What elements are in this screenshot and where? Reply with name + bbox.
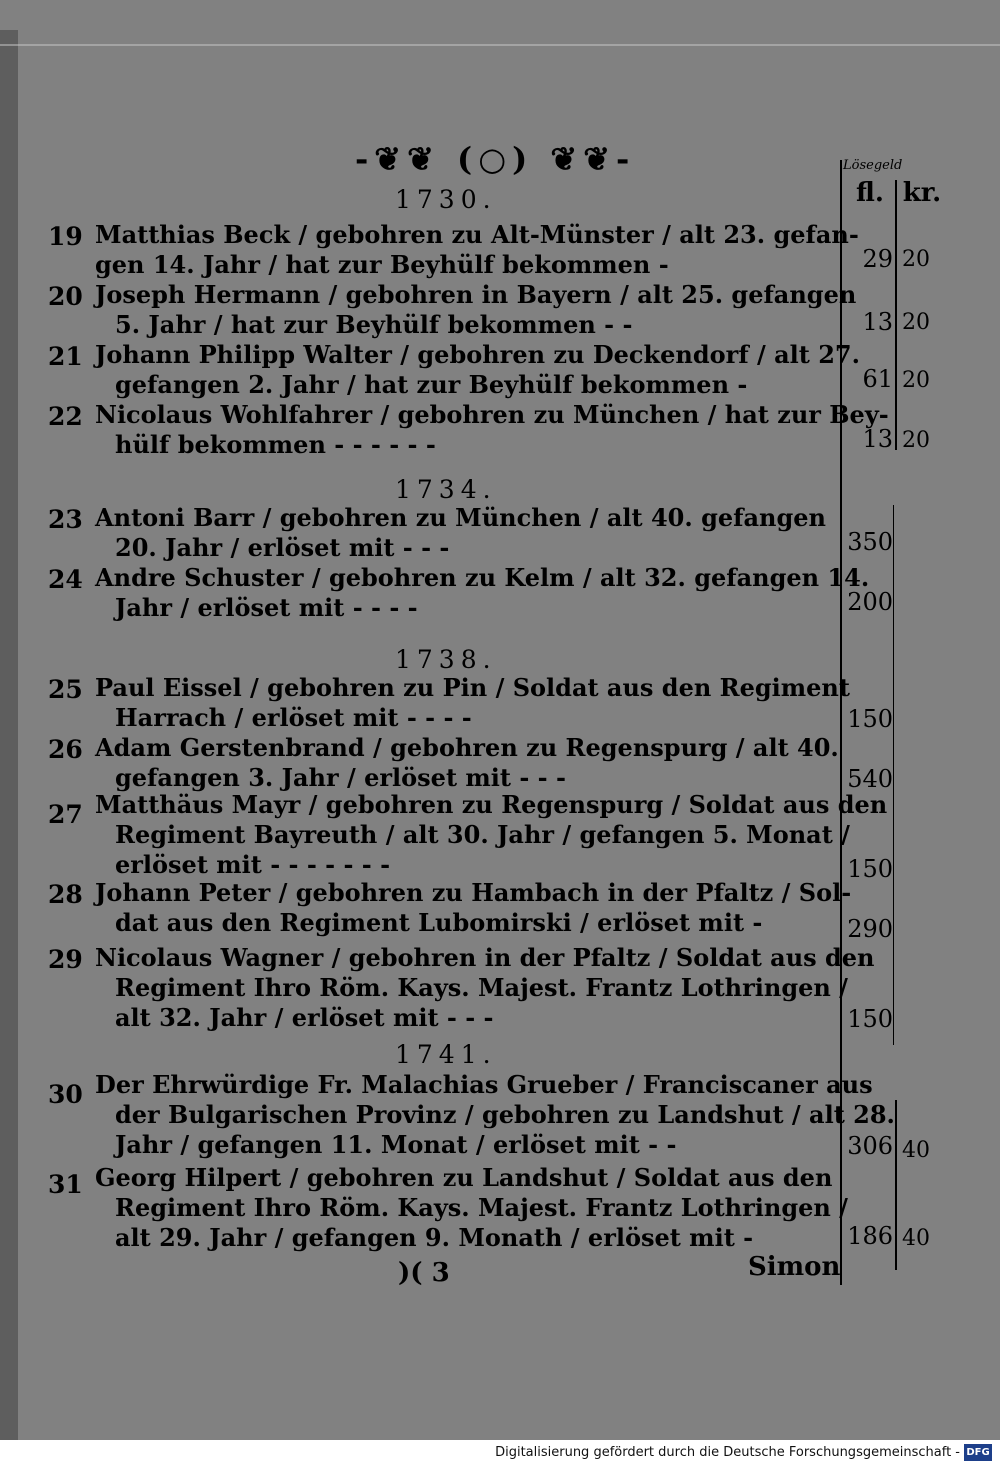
amount-kr: 20 (902, 310, 930, 335)
entry-text-line: Regiment Bayreuth / alt 30. Jahr / gefangen 5. Monat / (115, 820, 850, 849)
entry-text-line: Jahr / erlöset mit - - - - (115, 593, 418, 622)
entry-number: 20 (48, 282, 83, 311)
catchword: Simon (748, 1252, 841, 1282)
entry-text-line: Nicolaus Wohlfahrer / gebohren zu München / hat zur Bey- (95, 400, 889, 429)
amount-fl: 150 (847, 1005, 893, 1033)
column-group-heading: Lösegeld (843, 158, 903, 173)
entry-text-line: alt 29. Jahr / gefangen 9. Monath / erlöset mit - (115, 1223, 754, 1252)
amount-fl: 186 (847, 1222, 893, 1250)
entry-text-line: Matthäus Mayr / gebohren zu Regenspurg / Soldat aus den (95, 790, 888, 819)
amount-fl: 13 (862, 308, 893, 336)
entry-number: 24 (48, 565, 83, 594)
entry-text-line: Johann Peter / gebohren zu Hambach in der Pfaltz / Sol- (95, 878, 852, 907)
entry-number: 29 (48, 945, 83, 974)
amount-fl: 29 (862, 245, 893, 273)
column-rule-fl-right (893, 505, 894, 1045)
entry-text-line: Der Ehrwürdige Fr. Malachias Grueber / Franciscaner aus (95, 1070, 873, 1099)
column-heading-fl: fl. (856, 178, 884, 208)
amount-kr: 20 (902, 247, 930, 272)
entry-number: 21 (48, 342, 83, 371)
entry-number: 31 (48, 1170, 83, 1199)
scan-edge (0, 30, 18, 1440)
entry-text-line: Johann Philipp Walter / gebohren zu Deckendorf / alt 27. (95, 340, 860, 369)
amount-fl: 61 (862, 365, 893, 393)
ornament-left-icon: -❦❦ (355, 140, 440, 178)
scan-top-line (0, 44, 1000, 46)
amount-kr: 40 (902, 1226, 930, 1251)
amount-kr: 20 (902, 428, 930, 453)
ornament-right-icon: ❦❦- (550, 140, 636, 178)
entry-text-line: 5. Jahr / hat zur Beyhülf bekommen - - (115, 310, 633, 339)
year-heading: 1738. (395, 645, 497, 674)
amount-fl: 200 (847, 588, 893, 616)
entry-text-line: hülf bekommen - - - - - - (115, 430, 436, 459)
entry-number: 23 (48, 505, 83, 534)
entry-text-line: der Bulgarischen Provinz / gebohren zu Landshut / alt 28. (115, 1100, 895, 1129)
column-rule-mid-1 (895, 180, 897, 450)
year-heading: 1741. (395, 1040, 497, 1069)
entry-text-line: gefangen 3. Jahr / erlöset mit - - - (115, 763, 566, 792)
entry-text-line: Harrach / erlöset mit - - - - (115, 703, 472, 732)
entry-number: 19 (48, 222, 83, 251)
dfg-logo-icon[interactable]: DFG (964, 1444, 992, 1461)
entry-text-line: Paul Eissel / gebohren zu Pin / Soldat aus den Regiment (95, 673, 850, 702)
entry-text-line: Regiment Ihro Röm. Kays. Majest. Frantz Lothringen / (115, 973, 848, 1002)
entry-text-line: Nicolaus Wagner / gebohren in der Pfaltz / Soldat aus den (95, 943, 875, 972)
page-number-marker: (○) (457, 140, 534, 178)
page-header (355, 140, 636, 180)
entry-text-line: erlöset mit - - - - - - - (115, 850, 391, 879)
column-rule-mid-2 (895, 1100, 897, 1270)
entry-number: 27 (48, 800, 83, 829)
entry-text-line: Adam Gerstenbrand / gebohren zu Regenspurg / alt 40. (95, 733, 839, 762)
entry-text-line: gen 14. Jahr / hat zur Beyhülf bekommen - (95, 250, 669, 279)
entry-text-line: gefangen 2. Jahr / hat zur Beyhülf bekommen - (115, 370, 748, 399)
entry-number: 25 (48, 675, 83, 704)
entry-number: 22 (48, 402, 83, 431)
column-heading-kr: kr. (902, 178, 942, 208)
entry-text-line: alt 32. Jahr / erlöset mit - - - (115, 1003, 494, 1032)
amount-fl: 150 (847, 855, 893, 883)
footer-bar (0, 1440, 1000, 1466)
entry-text-line: Jahr / gefangen 11. Monat / erlöset mit - - (115, 1130, 677, 1159)
entry-text-line: Antoni Barr / gebohren zu München / alt 40. gefangen (95, 503, 826, 532)
amount-kr: 20 (902, 368, 930, 393)
amount-kr: 40 (902, 1138, 930, 1163)
amount-fl: 13 (862, 425, 893, 453)
amount-fl: 290 (847, 915, 893, 943)
amount-fl: 150 (847, 705, 893, 733)
year-heading: 1734. (395, 475, 497, 504)
entry-number: 30 (48, 1080, 83, 1109)
entry-text-line: Regiment Ihro Röm. Kays. Majest. Frantz Lothringen / (115, 1193, 848, 1222)
entry-text-line: Matthias Beck / gebohren zu Alt-Münster / alt 23. gefan- (95, 220, 859, 249)
entry-number: 28 (48, 880, 83, 909)
entry-number: 26 (48, 735, 83, 764)
entry-text-line: 20. Jahr / erlöset mit - - - (115, 533, 450, 562)
amount-fl: 350 (847, 528, 893, 556)
signature-mark: )( 3 (398, 1258, 450, 1288)
entry-text-line: dat aus den Regiment Lubomirski / erlöset mit - (115, 908, 763, 937)
year-heading: 1730. (395, 185, 497, 214)
entry-text-line: Andre Schuster / gebohren zu Kelm / alt 32. gefangen 14. (95, 563, 870, 592)
amount-fl: 540 (847, 765, 893, 793)
entry-text-line: Georg Hilpert / gebohren zu Landshut / Soldat aus den (95, 1163, 833, 1192)
funding-note: Digitalisierung gefördert durch die Deutsche Forschungsgemeinschaft - (495, 1445, 960, 1460)
entry-text-line: Joseph Hermann / gebohren in Bayern / alt 25. gefangen (95, 280, 857, 309)
amount-fl: 306 (847, 1132, 893, 1160)
